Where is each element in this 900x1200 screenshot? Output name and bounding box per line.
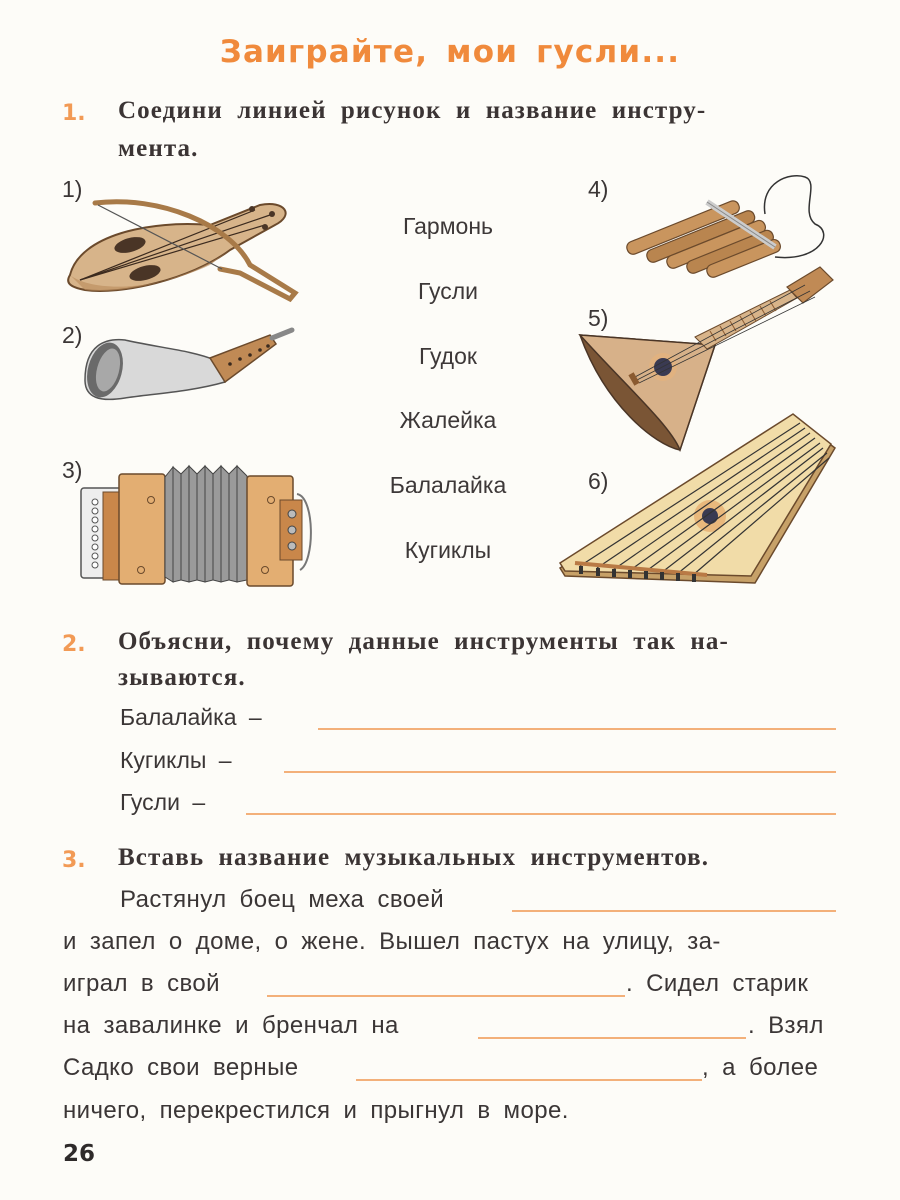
story-line-4-before: на завалинке и бренчал на (63, 1012, 399, 1039)
picture-label-6: 6) (588, 468, 609, 494)
explain-answer-balalaika[interactable] (318, 728, 836, 730)
blank-1[interactable] (512, 910, 836, 912)
story-line-4-after: . Взял (748, 1012, 824, 1039)
gusli-icon[interactable] (555, 408, 840, 588)
explain-label-balalaika: Балалайка – (120, 704, 262, 730)
story-line-2: и запел о доме, о жене. Вышел пастух на улицу, за- (63, 928, 721, 955)
task-3-text: Вставь название музыкальных инструментов. (118, 844, 710, 871)
picture-label-3: 3) (62, 457, 83, 483)
explain-answer-gusli[interactable] (246, 813, 836, 815)
garmon-icon[interactable] (75, 462, 315, 597)
page-title: Заиграйте, мои гусли... (219, 34, 681, 70)
story-line-3-before: играл в свой (63, 970, 220, 997)
blank-4[interactable] (356, 1079, 702, 1081)
zhaleika-icon[interactable] (80, 320, 295, 405)
explain-label-gusli: Гусли – (120, 789, 206, 815)
task-1-number: 1. (62, 101, 86, 126)
task-1-text-line2: мента. (118, 135, 199, 162)
task-2-text-line1: Объясни, почему данные инструменты так на- (118, 628, 729, 655)
task-1-text-line1: Соедини линией рисунок и название инстру- (118, 97, 707, 124)
story-line-5-before: Садко свои верные (63, 1054, 299, 1081)
explain-label-kugikly: Кугиклы – (120, 747, 232, 773)
instrument-name-gudok[interactable]: Гудок (419, 343, 477, 369)
blank-3[interactable] (478, 1037, 746, 1039)
instrument-name-balalaika[interactable]: Балалайка (389, 472, 507, 498)
picture-label-4: 4) (588, 176, 609, 202)
blank-2[interactable] (267, 995, 625, 997)
instrument-name-garmon[interactable]: Гармонь (402, 213, 494, 239)
page-number: 26 (63, 1141, 96, 1167)
instrument-name-zhaleika[interactable]: Жалейка (399, 407, 497, 433)
picture-label-1: 1) (62, 176, 83, 202)
explain-answer-kugikly[interactable] (284, 771, 836, 773)
kugikly-icon[interactable] (615, 172, 845, 277)
picture-label-5: 5) (588, 305, 609, 331)
story-line-1: Растянул боец меха своей (120, 886, 445, 913)
picture-label-2: 2) (62, 322, 83, 348)
task-2-number: 2. (62, 632, 86, 657)
story-line-3-after: . Сидел старик (626, 970, 809, 997)
instrument-name-gusli[interactable]: Гусли (418, 278, 478, 304)
task-2-text-line2: зываются. (118, 664, 246, 691)
story-line-6: ничего, перекрестился и прыгнул в море. (63, 1097, 569, 1124)
task-3-number: 3. (62, 848, 86, 873)
gudok-icon[interactable] (60, 195, 300, 305)
story-line-5-after: , а более (702, 1054, 819, 1081)
instrument-name-kugikly[interactable]: Кугиклы (404, 537, 492, 563)
